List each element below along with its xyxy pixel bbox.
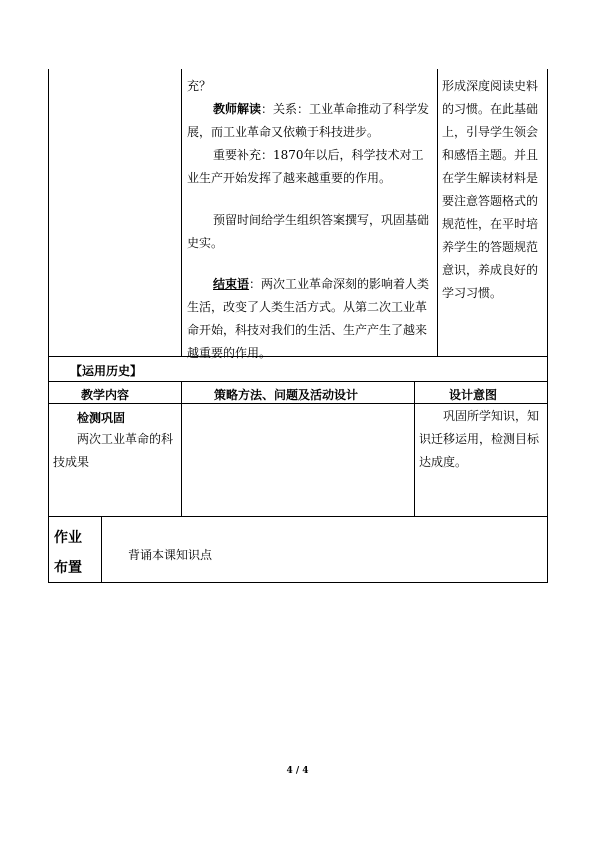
- row-col1-text: 两次工业革命的科技成果: [53, 432, 174, 469]
- upper-middle-p1: 教师解读：关系：工业革命推动了科学发展，而工业革命又依赖于科技进步。: [187, 102, 430, 139]
- lower-divider-2: [414, 381, 415, 516]
- upper-middle-p4: 结束语：两次工业革命深刻的影响着人类生活，改变了人类生活方式。从第二次工业革命开始，科技对我们的生活、生产产生了越来越重要的作用。: [187, 277, 430, 360]
- header-strategy: 策略方法、问题及活动设计: [214, 388, 359, 402]
- upper-middle-p2: 重要补充：1870年以后，科学技术对工业生产开始发挥了越来越重要的作用。: [187, 148, 424, 185]
- page-number: 4 / 4: [286, 766, 309, 776]
- row-bottom-line: [48, 516, 547, 517]
- row-col3-text: 巩固所学知识，知识迁移运用，检测目标达成度。: [419, 409, 540, 469]
- homework-label-line2: 布置: [54, 560, 82, 576]
- table-bottom-line: [48, 582, 547, 583]
- homework-divider: [101, 516, 102, 582]
- table-left-border: [48, 69, 49, 583]
- upper-middle-p0: 充？: [187, 79, 212, 93]
- upper-divider-2: [437, 69, 438, 356]
- row-col1-title: 检测巩固: [77, 411, 126, 425]
- upper-middle-p3: 预留时间给学生组织答案撰写，巩固基础史实。: [187, 213, 430, 250]
- section-title: 【运用历史】: [70, 364, 143, 378]
- closing-remark-label: 结束语: [213, 277, 250, 291]
- lower-divider-1: [181, 381, 182, 516]
- homework-label-line1: 作业: [54, 530, 82, 546]
- header-bottom-line: [48, 403, 547, 404]
- section-title-bottom-line: [48, 381, 547, 382]
- homework-label: [54, 523, 82, 583]
- header-design-intent: 设计意图: [449, 388, 498, 402]
- upper-divider-1: [181, 69, 182, 356]
- teacher-note-label: 教师解读: [213, 102, 262, 116]
- header-teaching-content: 教学内容: [81, 388, 130, 402]
- upper-right-text: 形成深度阅读史料的习惯。在此基础上，引导学生领会和感悟主题。并且在学生解读材料是要注意答题格式的规范性，在平时培养学生的答题规范意识，养成良好的学习习惯。: [442, 79, 539, 300]
- homework-content: 背诵本课知识点: [128, 548, 213, 562]
- table-right-border: [547, 69, 548, 583]
